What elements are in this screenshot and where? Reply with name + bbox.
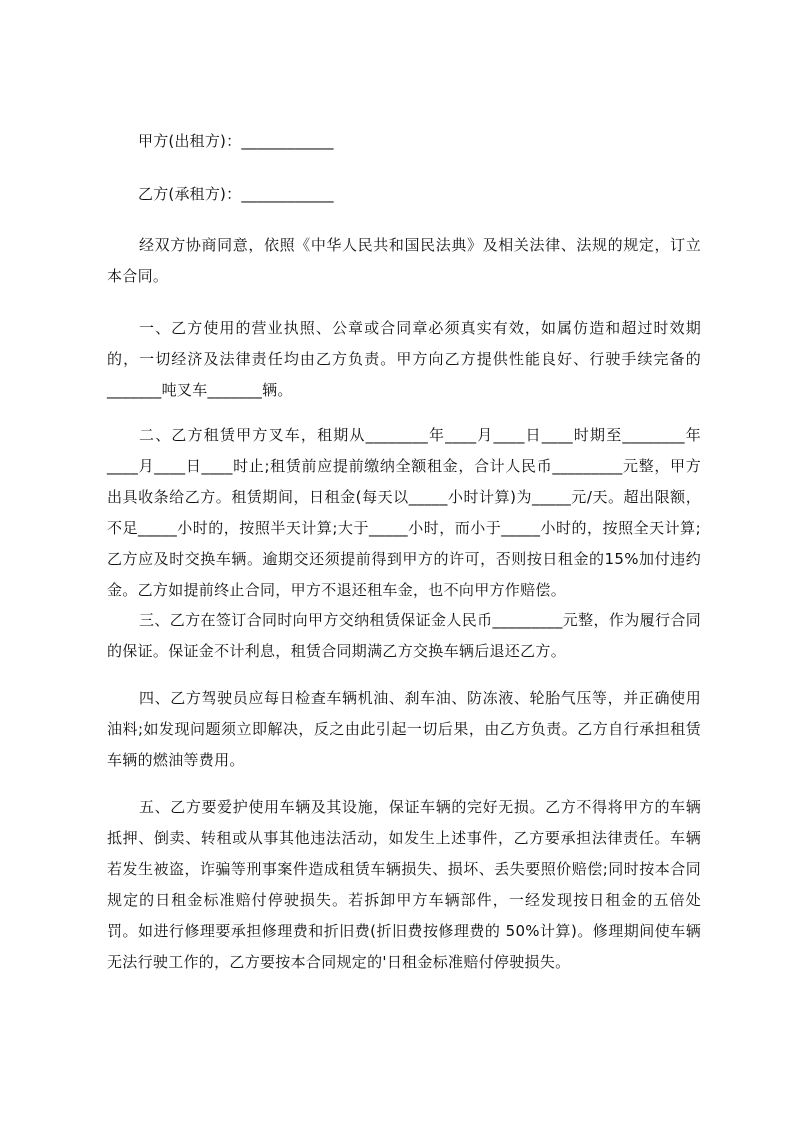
party-a-line (138, 130, 334, 152)
party-a-blank: ____________ (241, 132, 334, 150)
party-b-line (138, 183, 334, 205)
party-a-label: 甲方(出租方)： (138, 132, 242, 150)
clause-2-paragraph: 二、乙方租赁甲方叉车，租期从________年____月____日____时期至________年____月____日____时止;租赁前应提前缴纳全额租金，合计人民币_________元整，甲方出具收条给乙方。租赁期间，日租金(每天以_____小时计算)为_____元/天。超出限额，不足_____小时的，按照半天计算;大于_____小时，而小于_____小时的，按照全天计算;乙方应及时交换车辆。逾期交还须提前得到甲方的许可，否则按日租金的15%加付违约金。乙方如提前终止合同，甲方不退还租车金，也不向甲方作赔偿。 (107, 426, 701, 599)
clause-1-paragraph: 一、乙方使用的营业执照、公章或合同章必须真实有效，如属仿造和超过时效期的，一切经济及法律责任均由乙方负责。甲方向乙方提供性能良好、行驶手续完备的_______吨叉车_______辆。 (107, 319, 701, 399)
clause-4-paragraph: 四、乙方驾驶员应每日检查车辆机油、刹车油、防冻液、轮胎气压等，并正确使用油料;如发现问题须立即解决，反之由此引起一切后果，由乙方负责。乙方自行承担租赁车辆的燃油等费用。 (107, 689, 701, 769)
clause-5-paragraph: 五、乙方要爱护使用车辆及其设施，保证车辆的完好无损。乙方不得将甲方的车辆抵押、倒卖、转租或从事其他违法活动，如发生上述事件，乙方要承担法律责任。车辆若发生被盗，诈骗等刑事案件造成租赁车辆损失、损坏、丢失要照价赔偿;同时按本合同规定的日租金标准赔付停驶损失。若拆卸甲方车辆部件，一经发现按日租金的五倍处罚。如进行修理要承担修理费和折旧费(折旧费按修理费的 50%计算)。修理期间使车辆无法行驶工作的，乙方要按本合同规定的'日租金标准赔付停驶损失。 (107, 798, 701, 971)
intro-paragraph: 经双方协商同意，依照《中华人民共和国民法典》及相关法律、法规的规定，订立本合同。 (107, 236, 701, 285)
party-b-label: 乙方(承租方)： (138, 185, 242, 203)
clause-3-paragraph: 三、乙方在签订合同时向甲方交纳租赁保证金人民币_________元整，作为履行合同的保证。保证金不计利息，租赁合同期满乙方交换车辆后退还乙方。 (107, 611, 701, 660)
party-b-blank: ____________ (241, 185, 334, 203)
